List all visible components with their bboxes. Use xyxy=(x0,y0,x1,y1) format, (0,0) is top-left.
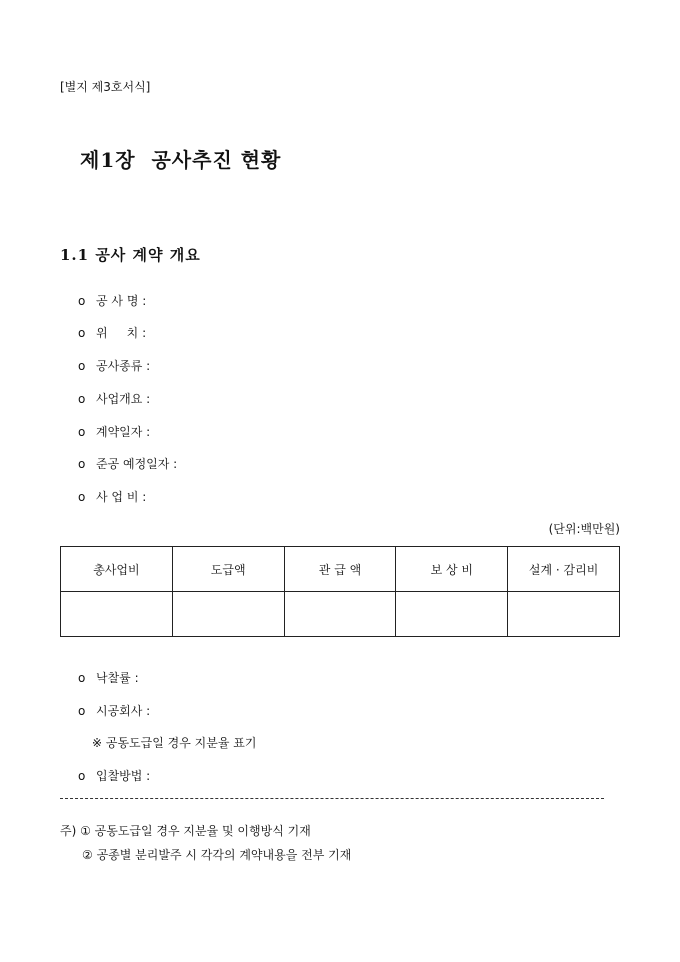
list-item-contract-date xyxy=(78,423,150,440)
list-item-bid-rate xyxy=(78,669,139,686)
list-item-completion-date xyxy=(78,455,177,472)
bullet-icon: o xyxy=(78,294,86,308)
bullet-icon: o xyxy=(78,326,86,340)
chapter-title: 제1장 공사추진 현황 xyxy=(80,148,282,172)
item-label: 시공회사 : xyxy=(96,704,151,718)
bullet-icon: o xyxy=(78,769,86,783)
table-cell xyxy=(284,592,396,637)
table-header-row xyxy=(61,547,620,592)
item-label: 사업개요 : xyxy=(96,392,151,406)
item-label: 낙찰률 : xyxy=(96,671,139,685)
bullet-icon: o xyxy=(78,392,86,406)
dashed-divider xyxy=(60,798,604,799)
list-item-project-type xyxy=(78,357,150,374)
bullet-icon: o xyxy=(78,704,86,718)
list-item-bid-method xyxy=(78,767,150,784)
unit-label: (단위:백만원) xyxy=(548,522,620,536)
list-item-project-overview xyxy=(78,390,150,407)
list-item-project-cost xyxy=(78,488,146,505)
item-label: 위 치 : xyxy=(96,326,147,340)
table-cell xyxy=(396,592,508,637)
list-item-location xyxy=(78,324,146,341)
bullet-icon: o xyxy=(78,425,86,439)
item-label: 준공 예정일자 : xyxy=(96,457,178,471)
item-label: 계약일자 : xyxy=(96,425,151,439)
list-item-contractor xyxy=(78,702,150,719)
form-number-label: [별지 제3호서식] xyxy=(60,80,151,94)
table-header-cell: 관 급 액 xyxy=(284,547,396,592)
bullet-icon: o xyxy=(78,671,86,685)
item-label: 공사종류 : xyxy=(96,359,151,373)
item-label: 공 사 명 : xyxy=(96,294,147,308)
item-label: 사 업 비 : xyxy=(96,490,147,504)
table-cell xyxy=(172,592,284,637)
bullet-icon: o xyxy=(78,359,86,373)
footnote-1: 주) ① 공동도급일 경우 지분율 및 이행방식 기재 xyxy=(60,824,311,838)
section-title: 1.1 공사 계약 개요 xyxy=(60,246,201,264)
footnote-2: ② 공종별 분리발주 시 각각의 계약내용을 전부 기재 xyxy=(82,848,352,862)
table-header-cell: 도급액 xyxy=(172,547,284,592)
table-cell xyxy=(61,592,173,637)
list-item-project-name xyxy=(78,292,146,309)
bullet-icon: o xyxy=(78,457,86,471)
bullet-icon: o xyxy=(78,490,86,504)
joint-contract-note: ※ 공동도급일 경우 지분율 표기 xyxy=(92,736,257,750)
cost-table xyxy=(60,546,620,637)
item-label: 입찰방법 : xyxy=(96,769,151,783)
table-header-cell: 설계 · 감리비 xyxy=(508,547,620,592)
table-header-cell: 총사업비 xyxy=(61,547,173,592)
table-header-cell: 보 상 비 xyxy=(396,547,508,592)
table-cell xyxy=(508,592,620,637)
table-row xyxy=(61,592,620,637)
